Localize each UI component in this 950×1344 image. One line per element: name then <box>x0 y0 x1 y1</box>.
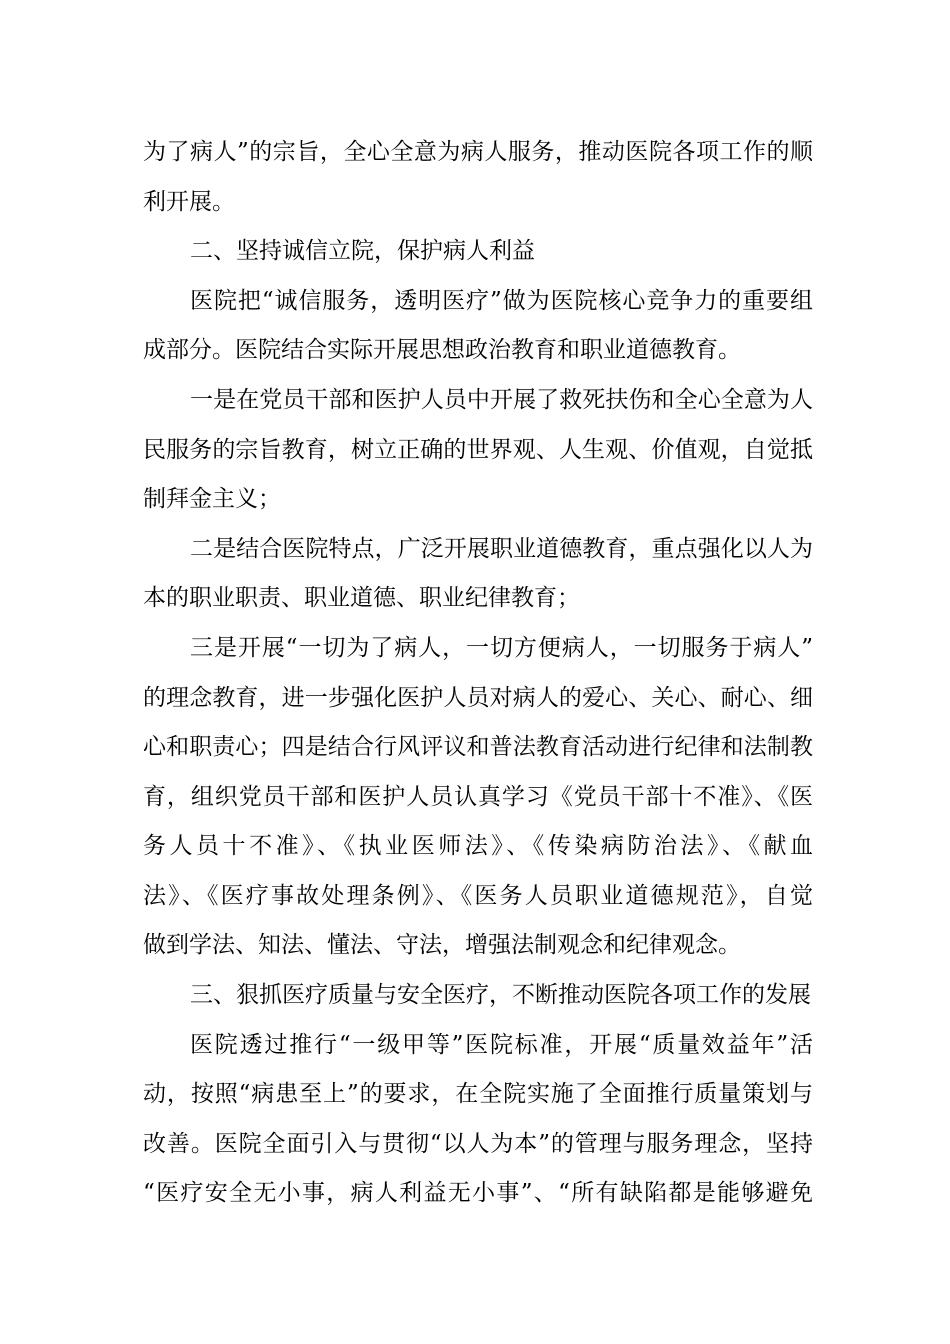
text-line: 一是在党员干部和医护人员中开展了救死扶伤和全心全意为人 <box>190 387 813 413</box>
text-line: 心和职责心；四是结合行风评议和普法教育活动进行纪律和法制教 <box>143 734 813 760</box>
text-line: 动，按照“病患至上”的要求，在全院实施了全面推行质量策划与 <box>143 1081 813 1107</box>
text-line: 成部分。医院结合实际开展思想政治教育和职业道德教育。 <box>143 337 741 363</box>
text-line: 利开展。 <box>143 189 235 215</box>
text-line: 做到学法、知法、懂法、守法，增强法制观念和纪律观念。 <box>143 932 741 958</box>
text-line: 医院把“诚信服务，透明医疗”做为医院核心竞争力的重要组 <box>190 288 813 314</box>
text-line: 为了病人”的宗旨，全心全意为病人服务，推动医院各项工作的顺 <box>143 139 813 165</box>
text-line: 医院透过推行“一级甲等”医院标准，开展“质量效益年”活 <box>190 1032 813 1058</box>
text-line: 二是结合医院特点，广泛开展职业道德教育，重点强化以人为 <box>190 536 813 562</box>
text-line: 改善。医院全面引入与贯彻“以人为本”的管理与服务理念，坚持 <box>143 1131 813 1157</box>
text-line: 三是开展“一切为了病人，一切方便病人，一切服务于病人” <box>190 635 813 661</box>
text-line: 制拜金主义； <box>143 486 281 512</box>
text-line: 法》、《医疗事故处理条例》、《医务人员职业道德规范》，自觉 <box>143 883 813 909</box>
text-line: 的理念教育，进一步强化医护人员对病人的爱心、关心、耐心、细 <box>143 685 813 711</box>
section-heading: 三、狠抓医疗质量与安全医疗，不断推动医院各项工作的发展 <box>190 982 811 1008</box>
text-line: 民服务的宗旨教育，树立正确的世界观、人生观、价值观，自觉抵 <box>143 437 813 463</box>
text-line: 育，组织党员干部和医护人员认真学习《党员干部十不准》、《医 <box>143 784 813 810</box>
text-line: 务人员十不准》、《执业医师法》、《传染病防治法》、《献血 <box>143 833 813 859</box>
text-line: “医疗安全无小事，病人利益无小事”、“所有缺陷都是能够避免 <box>143 1180 813 1206</box>
section-heading: 二、坚持诚信立院，保护病人利益 <box>190 238 535 264</box>
text-line: 本的职业职责、职业道德、职业纪律教育； <box>143 585 580 611</box>
